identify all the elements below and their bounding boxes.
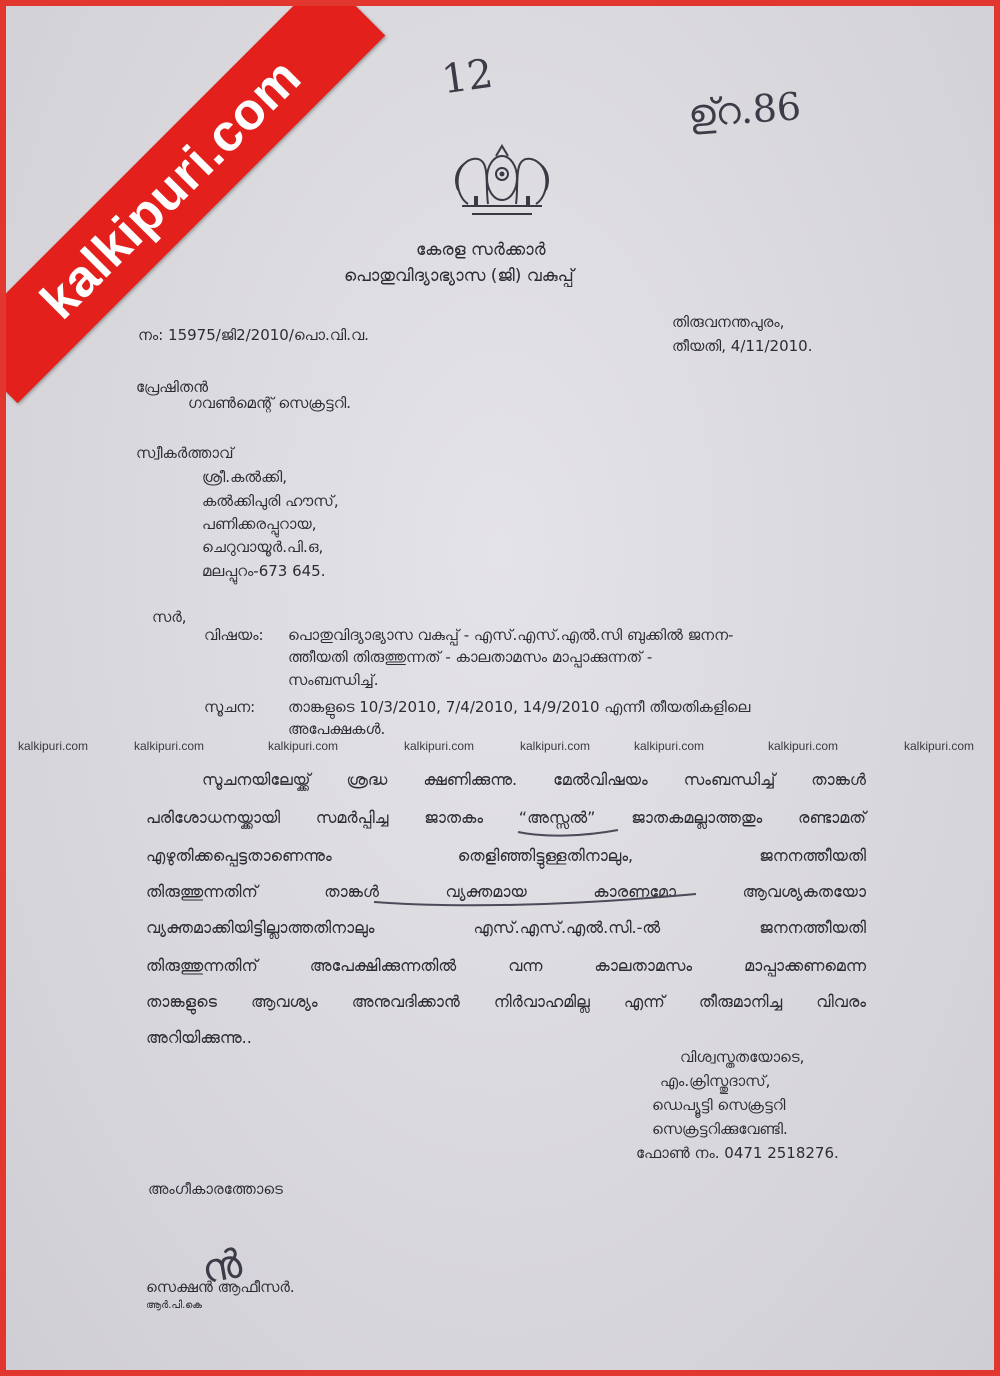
watermark-text: kalkipuri.com bbox=[134, 739, 205, 753]
reference-note-label: സൂചന: bbox=[204, 698, 256, 716]
body-line: പരിശോധനയ്ക്കായി സമർപ്പിച്ച ജാതകം “അസ്സൽ” ജാതകമല്ലാത്തതും രണ്ടാമത് bbox=[146, 808, 866, 827]
recipient-address-line: ശ്രീ.കൽക്കി, bbox=[202, 468, 288, 486]
body-line: സൂചനയിലേയ്ക്ക് ശ്രദ്ധ ക്ഷണിക്കുന്നു. മേൽവിഷയം സംബന്ധിച്ച് താങ്കൾ bbox=[202, 770, 866, 789]
reference-note-line: അപേക്ഷകൾ. bbox=[288, 720, 386, 738]
body-line: തിരുത്തുന്നതിന് താങ്കൾ വ്യക്തമായ കാരണമോ ആവശ്യകതയോ bbox=[146, 882, 866, 901]
watermark-text: kalkipuri.com bbox=[634, 739, 705, 753]
watermark-text: kalkipuri.com bbox=[18, 739, 89, 753]
watermark-text: kalkipuri.com bbox=[520, 739, 591, 753]
department-name: പൊതുവിദ്യാഭ്യാസ (ജി) വകുപ്പ് bbox=[344, 266, 574, 286]
handwritten-page-number: 12 bbox=[439, 50, 496, 104]
watermark-text: kalkipuri.com bbox=[768, 739, 839, 753]
document-frame bbox=[6, 6, 994, 1370]
closing-line: വിശ്വസ്തതയോടെ, bbox=[680, 1048, 805, 1066]
letter-page bbox=[6, 6, 994, 1370]
watermark-ribbon-text: kalkipuri.com bbox=[29, 47, 313, 331]
letter-date: തീയതി, 4/11/2010. bbox=[672, 337, 813, 355]
watermark-text: kalkipuri.com bbox=[268, 739, 339, 753]
body-line: തിരുത്തുന്നതിന് അപേക്ഷിക്കുന്നതിൽ വന്ന കാലതാമസം മാപ്പാക്കണമെന്ന bbox=[146, 956, 866, 975]
recipient-label: സ്വീകർത്താവ് bbox=[136, 444, 234, 462]
recipient-address-line: പണിക്കരപ്പുറായ, bbox=[202, 515, 317, 533]
body-line: താങ്കളുടെ ആവശ്യം അനുവദിക്കാൻ നിർവാഹമില്ല എന്ന് തീരുമാനിച്ച വിവരം bbox=[146, 992, 866, 1011]
recipient-address-line: ചെറുവായൂർ.പി.ഒ, bbox=[202, 538, 324, 556]
watermark-text: kalkipuri.com bbox=[904, 739, 975, 753]
subject-line: ത്തീയതി തിരുത്തുന്നത് - കാലതാമസം മാപ്പാക്കുന്നത് - bbox=[288, 648, 653, 666]
recipient-address-line: മലപ്പുറം-673 645. bbox=[202, 562, 326, 580]
body-line: എഴുതിക്കപ്പെട്ടതാണെന്നും തെളിഞ്ഞിട്ടുള്ളതിനാലും, ജനനത്തീയതി bbox=[146, 846, 866, 865]
officer-initials: ആർ.പി.കെ bbox=[146, 1300, 202, 1311]
government-name: കേരള സർക്കാർ bbox=[416, 240, 546, 260]
closing-line: സെക്രട്ടറിക്കുവേണ്ടി. bbox=[652, 1120, 788, 1138]
sender-name: ഗവൺമെന്റ് സെക്രട്ടറി. bbox=[188, 394, 352, 412]
reference-number: നം: 15975/ജി2/2010/പൊ.വി.വ. bbox=[138, 326, 369, 344]
closing-line: ഡെപ്യൂട്ടി സെക്രട്ടറി bbox=[652, 1096, 786, 1114]
subject-line: പൊതുവിദ്യാഭ്യാസ വകുപ്പ് - എസ്.എസ്.എൽ.സി ബുക്കിൽ ജനന- bbox=[288, 626, 734, 644]
reference-note-line: താങ്കളുടെ 10/3/2010, 7/4/2010, 14/9/2010 എന്നീ തീയതികളിലെ bbox=[288, 698, 751, 716]
section-officer: സെക്ഷൻ ആഫീസർ. bbox=[146, 1278, 295, 1296]
closing-line: എം.ക്രിസ്തുദാസ്, bbox=[660, 1072, 771, 1090]
phone-number: ഫോൺ നം. 0471 2518276. bbox=[636, 1144, 839, 1162]
handwritten-corner-mark: ഉ്റ.86 bbox=[686, 84, 803, 136]
place: തിരുവനന്തപുരം, bbox=[672, 313, 785, 331]
sender-label: പ്രേഷിതൻ bbox=[136, 378, 209, 396]
recipient-address-line: കൽക്കിപുരി ഹൗസ്, bbox=[202, 492, 339, 510]
endorsement-text: അംഗീകാരത്തോടെ bbox=[148, 1180, 283, 1198]
handwritten-initials: ൻ bbox=[198, 1240, 246, 1294]
salutation: സർ, bbox=[152, 608, 187, 626]
subject-line: സംബന്ധിച്ച്. bbox=[288, 671, 379, 689]
subject-label: വിഷയം: bbox=[204, 626, 264, 644]
body-line: അറിയിക്കുന്നു.. bbox=[146, 1028, 252, 1047]
watermark-text: kalkipuri.com bbox=[404, 739, 475, 753]
body-line: വ്യക്തമാക്കിയിട്ടില്ലാത്തതിനാലും എസ്.എസ്.എൽ.സി.-ൽ ജനനത്തീയതി bbox=[146, 918, 866, 937]
